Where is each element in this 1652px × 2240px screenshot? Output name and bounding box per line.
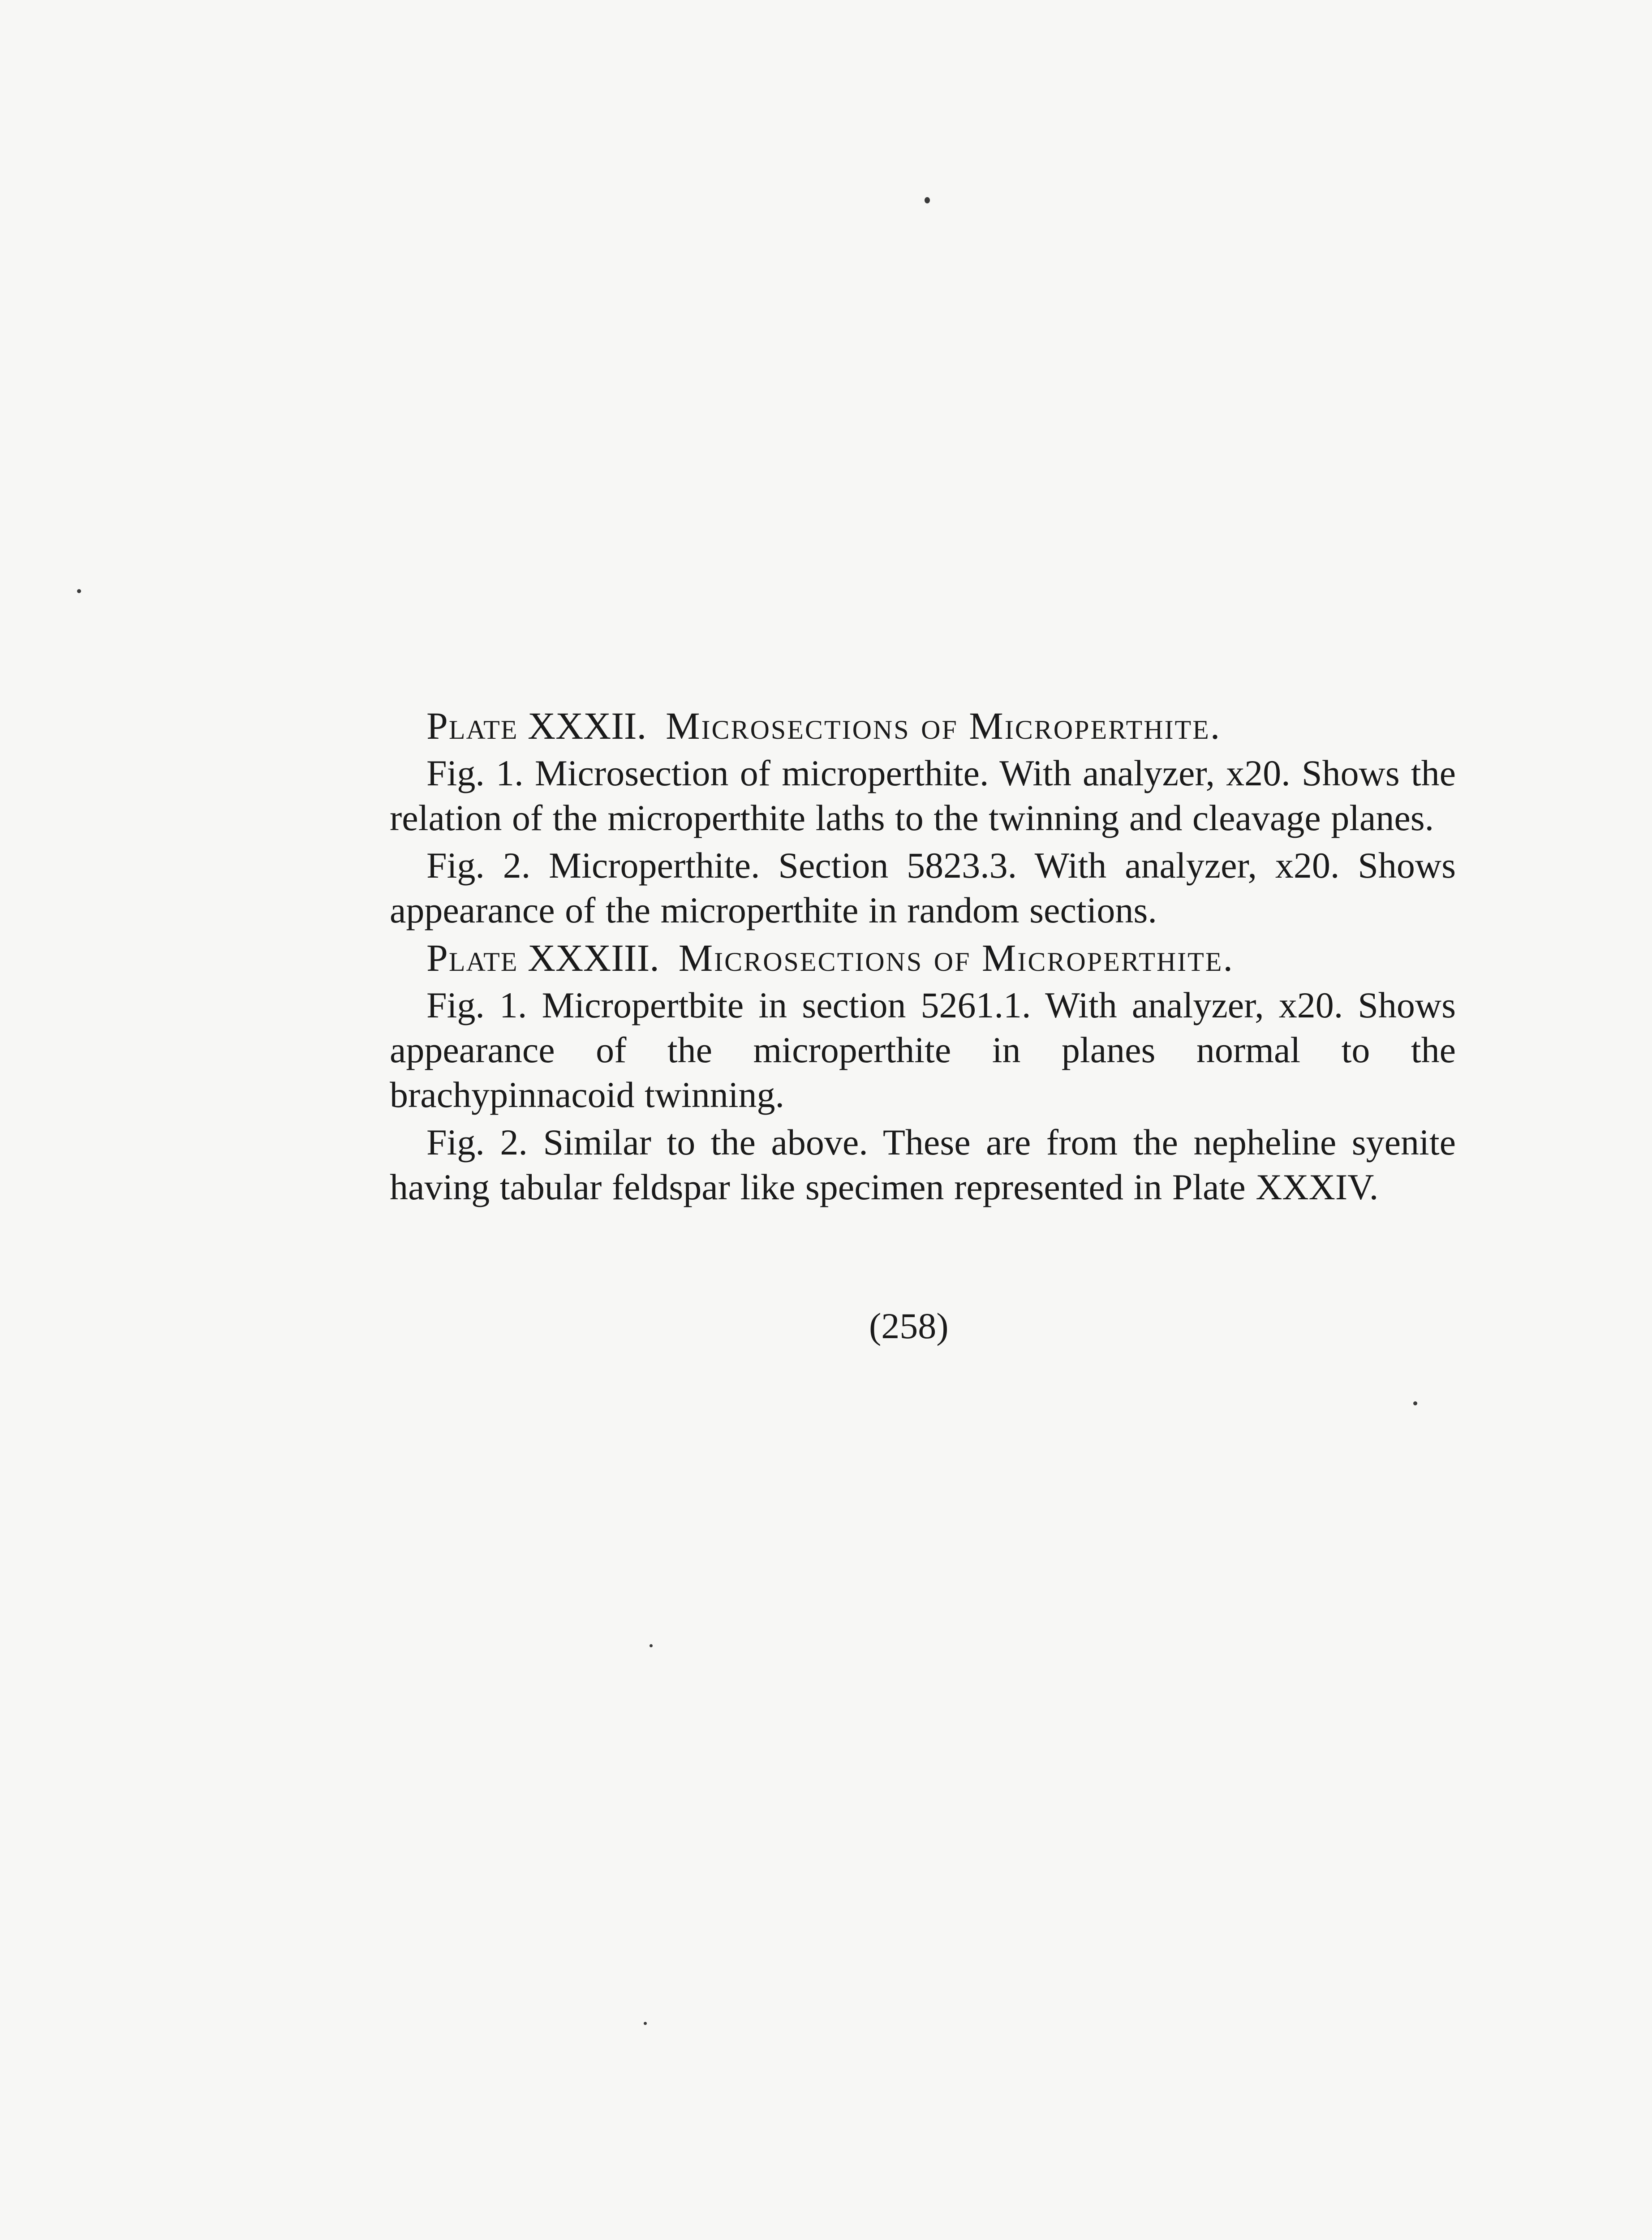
scan-speck bbox=[644, 2022, 647, 2025]
figure-text: Similar to the above. These are from the nepheline syenite having tabular feldspar like specimen represented in Plate XXXIV. bbox=[390, 1122, 1456, 1207]
plate-title: Microsections of Microperthite. bbox=[678, 936, 1234, 979]
figure-text: Micropertbite in section 5261.1. With analyzer, x20. Shows appearance of the microperthite in planes normal to the brachypinnacoid twinning. bbox=[390, 985, 1456, 1115]
scan-speck bbox=[925, 197, 930, 203]
figure-label: Fig. 1. bbox=[426, 753, 524, 793]
figure-caption bbox=[390, 1120, 1456, 1210]
figure-caption bbox=[390, 843, 1456, 933]
plate-title: Microsections of Microperthite. bbox=[666, 704, 1222, 747]
scan-speck bbox=[650, 1644, 653, 1647]
plate-label: Plate bbox=[426, 704, 518, 747]
plate-heading bbox=[426, 935, 1456, 980]
figure-caption bbox=[390, 983, 1456, 1117]
plate-heading bbox=[426, 703, 1456, 748]
figure-label: Fig. 1. bbox=[426, 985, 527, 1025]
figure-caption bbox=[390, 751, 1456, 840]
plate-number: XXXIII. bbox=[527, 936, 659, 979]
page-number: (258) bbox=[869, 1305, 949, 1346]
plate-label: Plate bbox=[426, 936, 518, 979]
figure-label: Fig. 2. bbox=[426, 845, 531, 886]
figure-text: Microsection of microperthite. With analyzer, x20. Shows the relation of the microperthite laths to the twinning and cleavage planes. bbox=[390, 753, 1456, 838]
figure-text: Microperthite. Section 5823.3. With analyzer, x20. Shows appearance of the microperthite in random sections. bbox=[390, 845, 1456, 930]
plate-number: XXXII. bbox=[527, 704, 647, 747]
scan-speck bbox=[1413, 1401, 1417, 1405]
plate-captions bbox=[390, 703, 1456, 1212]
figure-label: Fig. 2. bbox=[426, 1122, 528, 1163]
scan-speck bbox=[77, 589, 81, 593]
